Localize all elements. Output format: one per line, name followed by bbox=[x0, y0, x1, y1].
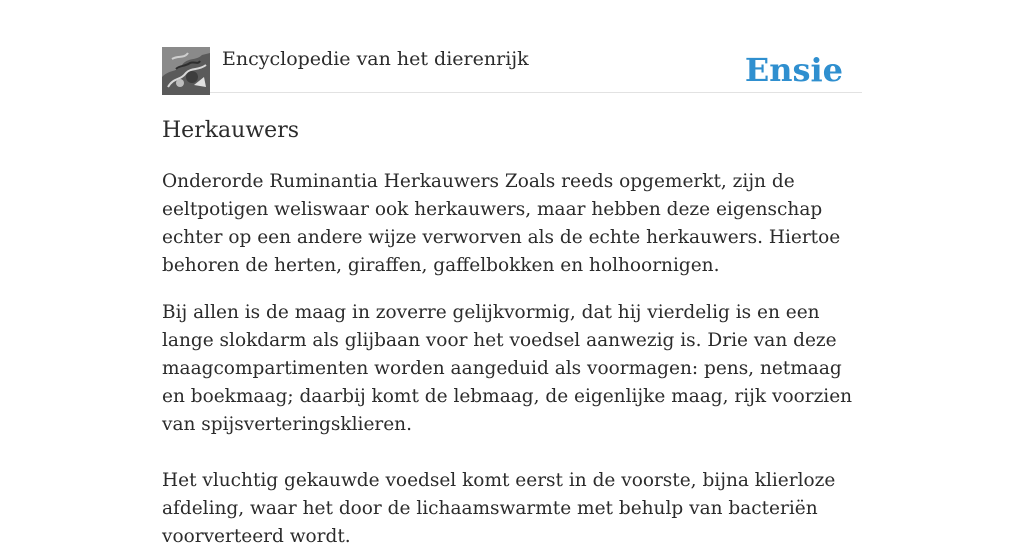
article-paragraph: Bij allen is de maag in zoverre gelijkvormig, dat hij vierdelig is en een lange slokdarm als glijbaan voor het voedsel aanwezig is. Drie van deze maagcompartimenten worden aangeduid als voormagen: pens, netmaag en boekmaag; daarbij komt de lebmaag, de eigenlijke maag, rijk voorzien van spijsverteringsklieren. bbox=[162, 302, 853, 435]
article-title: Herkauwers bbox=[162, 118, 299, 143]
article-paragraph: Onderorde Ruminantia Herkauwers Zoals reeds opgemerkt, zijn de eeltpotigen weliswaar ook herkauwers, maar hebben deze eigenschap echter op een andere wijze verworven als de echte herkauwers. Hiertoe behoren de herten, giraffen, gaffelbokken en holhoornigen. bbox=[162, 171, 841, 276]
source-avatar-icon[interactable] bbox=[162, 47, 210, 95]
article-paragraph: Het vluchtig gekauwde voedsel komt eerst in de voorste, bijna klierloze afdeling, waar het door de lichaamswarmte met behulp van bacteriën voorverteerd wordt. bbox=[162, 470, 836, 547]
source-title[interactable]: Encyclopedie van het dierenrijk bbox=[222, 48, 529, 70]
page-header bbox=[162, 46, 862, 93]
brand-logo[interactable]: Ensie bbox=[744, 51, 843, 89]
